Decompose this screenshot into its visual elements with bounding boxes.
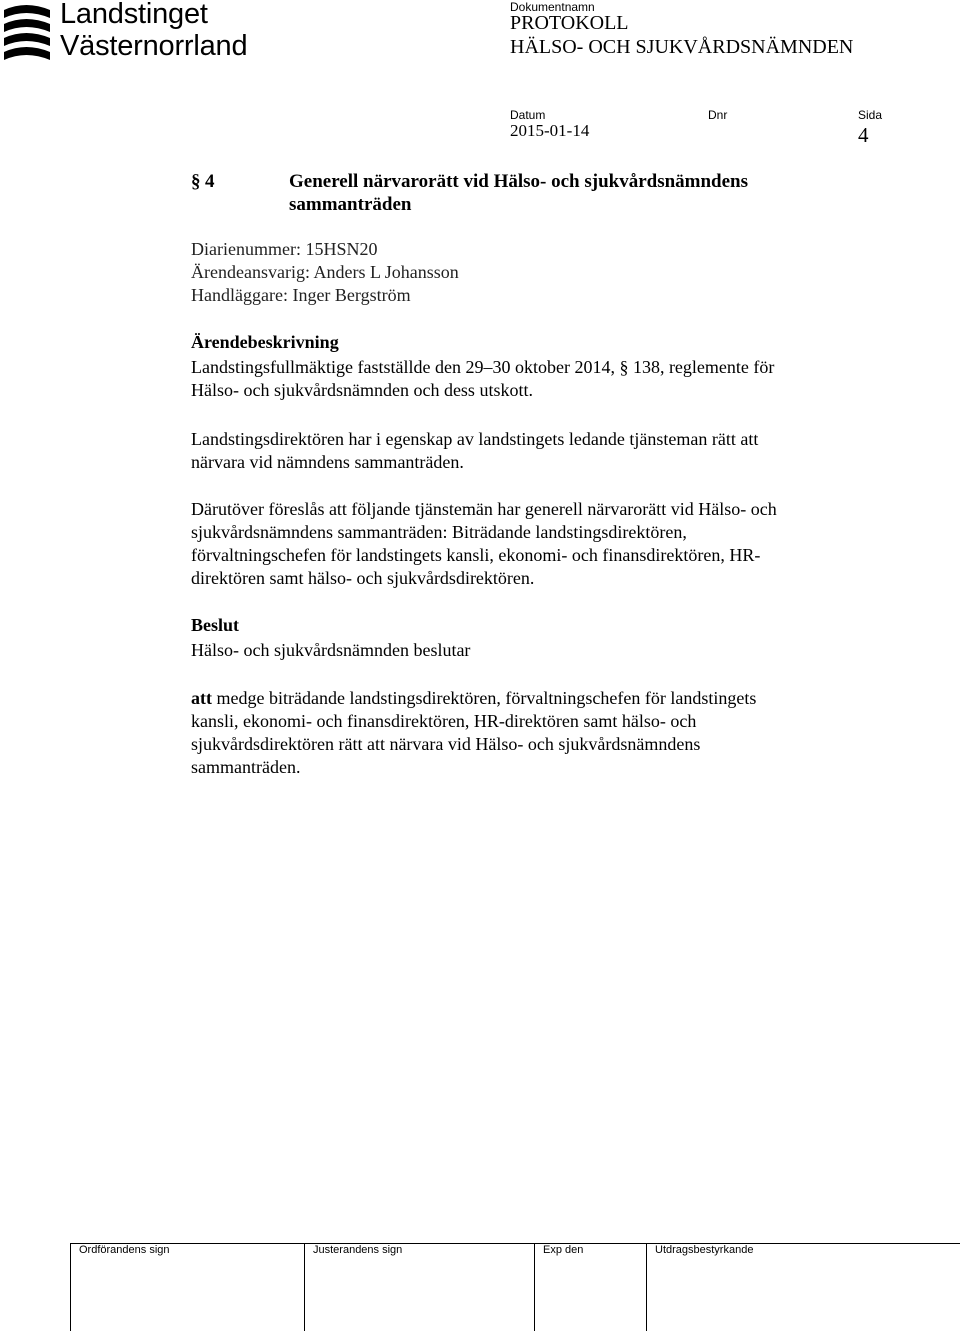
- decision-heading: Beslut: [191, 615, 239, 636]
- committee-title: HÄLSO- OCH SJUKVÅRDSNÄMNDEN: [510, 36, 853, 59]
- paragraph-line: kansli, ekonomi- och finansdirektören, HR-direktören samt hälso- och: [191, 710, 756, 733]
- signature-table: [70, 1243, 960, 1331]
- certification-box: [647, 1244, 960, 1331]
- logo-text-line2: Västernorrland: [60, 30, 247, 63]
- text-segment: 138, reglemente för: [633, 357, 774, 377]
- description-paragraph-1: [191, 356, 774, 402]
- paragraph-line: förvaltningschefen för landstingets kansli, ekonomi- och finansdirektören, HR-: [191, 544, 777, 567]
- paragraph-line: Hälso- och sjukvårdsnämnden och dess utskott.: [191, 379, 774, 402]
- paragraph-line: [191, 687, 756, 710]
- description-paragraph-2: [191, 428, 758, 474]
- paragraph-line: sjukvårdsnämndens sammanträden: Biträdande landstingsdirektören,: [191, 521, 777, 544]
- diary-number: Diarienummer: 15HSN20: [191, 238, 459, 261]
- chair-signature-label: Ordförandens sign: [79, 1244, 170, 1256]
- text-segment: medge biträdande landstingsdirektören, förvaltningschefen för landstingets: [217, 688, 757, 708]
- logo-emblem-icon: [0, 2, 56, 64]
- paragraph-line: sjukvårdsdirektören rätt att närvara vid Hälso- och sjukvårdsnämndens: [191, 733, 756, 756]
- text-segment: Landstingsfullmäktige fastställde den 29: [191, 357, 483, 377]
- meeting-date: 2015-01-14: [510, 121, 589, 141]
- paragraph-line: Landstingsfullmäktige fastställde den 29–30 oktober 2014, § 138, reglemente för: [191, 356, 774, 379]
- description-heading: Ärendebeskrivning: [191, 332, 339, 353]
- date-label: Datum: [510, 108, 545, 122]
- document-type-title: PROTOKOLL: [510, 12, 629, 35]
- decision-intro: Hälso- och sjukvårdsnämnden beslutar: [191, 639, 470, 662]
- section-number: 4: [205, 170, 215, 193]
- document-name-label: Dokumentnamn: [510, 0, 595, 14]
- section-title: [289, 170, 748, 216]
- adjuster-signature-box: [305, 1244, 535, 1331]
- dispatch-date-box: [535, 1244, 647, 1331]
- section-title-line: sammanträden: [289, 193, 748, 216]
- case-responsible: Ärendeansvarig: Anders L Johansson: [191, 261, 459, 284]
- page-number: 4: [858, 123, 869, 148]
- decision-att-keyword: att: [191, 688, 212, 708]
- paragraph-line: närvara vid nämndens sammanträden.: [191, 451, 758, 474]
- certification-label: Utdragsbestyrkande: [655, 1244, 753, 1256]
- paragraph-line: direktören samt hälso- och sjukvårdsdirektören.: [191, 567, 777, 590]
- logo-text-line1: Landstinget: [60, 0, 208, 31]
- paragraph-line: sammanträden.: [191, 756, 756, 779]
- dispatch-date-label: Exp den: [543, 1244, 583, 1256]
- paragraph-line: Därutöver föreslås att följande tjänstemän har generell närvarorätt vid Hälso- och: [191, 498, 777, 521]
- page-label: Sida: [858, 108, 882, 122]
- section-symbol: §: [191, 170, 201, 193]
- paragraph-symbol: §: [619, 357, 628, 377]
- signature-footer: [70, 1243, 960, 1330]
- case-metadata: [191, 238, 459, 307]
- section-title-line: Generell närvarorätt vid Hälso- och sjukvårdsnämndens: [289, 170, 748, 193]
- chair-signature-box: [71, 1244, 305, 1331]
- adjuster-signature-label: Justerandens sign: [313, 1244, 402, 1256]
- decision-text: [191, 687, 756, 779]
- dnr-label: Dnr: [708, 108, 727, 122]
- paragraph-line: Landstingsdirektören har i egenskap av landstingets ledande tjänsteman rätt att: [191, 428, 758, 451]
- text-segment: 30 oktober 2014,: [492, 357, 614, 377]
- case-handler: Handläggare: Inger Bergström: [191, 284, 459, 307]
- description-paragraph-3: [191, 498, 777, 590]
- organization-logo: [0, 0, 280, 70]
